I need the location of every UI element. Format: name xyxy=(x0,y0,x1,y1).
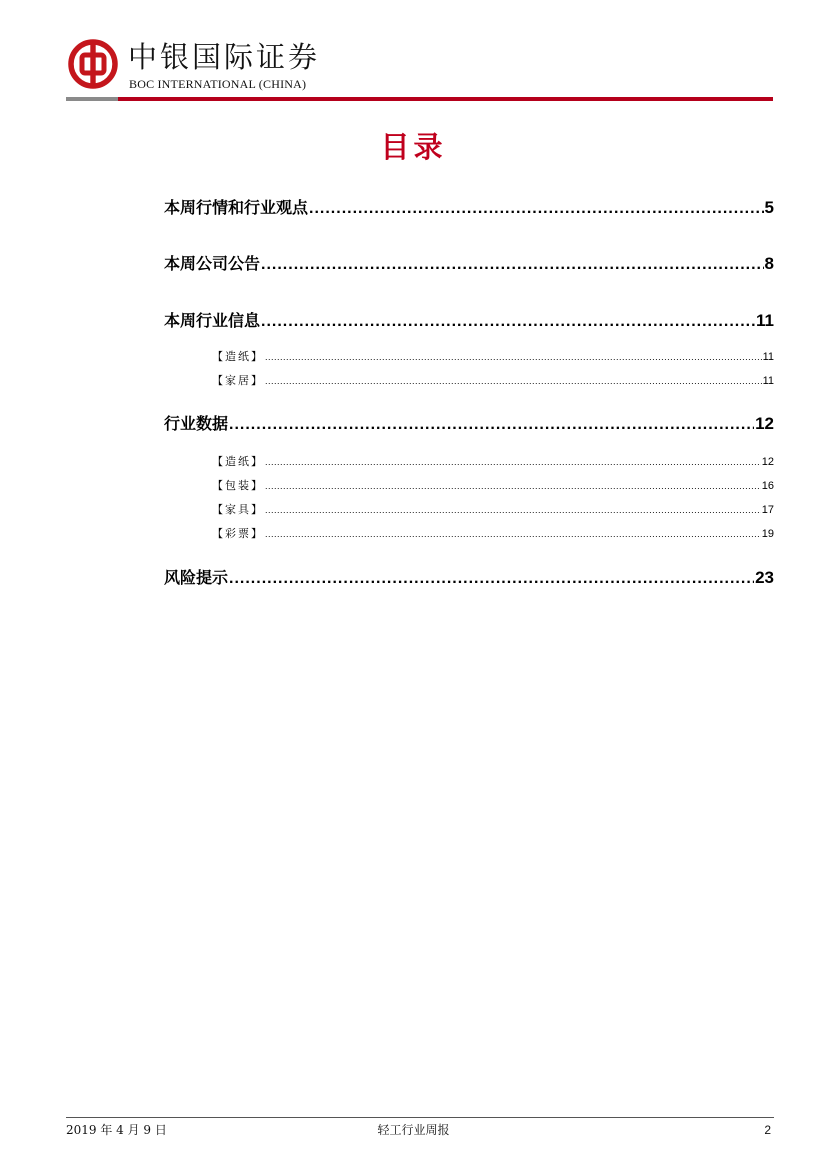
toc-entry-risk-warning[interactable] xyxy=(164,566,774,590)
toc-entry-industry-data[interactable] xyxy=(164,412,774,436)
toc-subentry-lottery[interactable] xyxy=(212,525,774,543)
toc-subentry-home[interactable] xyxy=(212,372,774,390)
footer-page-number: 2 xyxy=(764,1123,771,1137)
toc-leader-dots xyxy=(265,348,762,366)
toc-subentry-page: 11 xyxy=(762,351,774,363)
toc-leader-dots xyxy=(261,310,755,333)
toc-leader-dots xyxy=(265,501,761,519)
toc-subentry-paper[interactable] xyxy=(212,348,774,366)
toc-subentry-label: 【彩票】 xyxy=(212,527,264,540)
toc-subentry-label: 【造纸】 xyxy=(212,350,264,363)
toc-entry-label: 行业数据 xyxy=(164,414,229,433)
footer-date: 2019 年 4 月 9 日 xyxy=(66,1123,167,1137)
footer-report-name: 轻工行业周报 xyxy=(377,1123,450,1137)
toc-subentry-paper-data[interactable] xyxy=(212,453,774,471)
toc-entry-company-announcements[interactable] xyxy=(164,252,774,276)
toc-entry-page: 11 xyxy=(756,311,774,330)
toc-entry-label: 本周行情和行业观点 xyxy=(164,198,309,217)
toc-leader-dots xyxy=(309,197,764,220)
header-rule-gray xyxy=(66,97,118,101)
toc-subentry-label: 【包装】 xyxy=(212,479,264,492)
toc-entry-page: 23 xyxy=(755,568,774,587)
toc-subentry-label: 【家居】 xyxy=(212,374,264,387)
toc-entry-label: 风险提示 xyxy=(164,568,229,587)
toc-leader-dots xyxy=(265,372,762,390)
toc-entry-label: 本周行业信息 xyxy=(164,311,261,330)
toc-subentry-page: 19 xyxy=(761,528,774,540)
toc-entry-market-view[interactable] xyxy=(164,196,774,220)
brand-name-english: BOC INTERNATIONAL (CHINA) xyxy=(129,77,307,91)
toc-subentry-packaging[interactable] xyxy=(212,477,774,495)
toc-subentry-page: 11 xyxy=(762,375,774,387)
toc-leader-dots xyxy=(261,253,764,276)
toc-entry-label: 本周公司公告 xyxy=(164,254,261,273)
toc-subentry-label: 【造纸】 xyxy=(212,455,264,468)
toc-leader-dots xyxy=(265,453,761,471)
toc-entry-industry-info[interactable] xyxy=(164,309,774,333)
footer-rule xyxy=(66,1117,774,1118)
brand-name-chinese: 中银国际证券 xyxy=(128,40,321,74)
toc-subentry-page: 16 xyxy=(761,480,774,492)
toc-subentry-furniture[interactable] xyxy=(212,501,774,519)
toc-leader-dots xyxy=(265,477,761,495)
toc-subentry-label: 【家具】 xyxy=(212,503,264,516)
header-rule-red xyxy=(118,97,773,101)
toc-entry-page: 12 xyxy=(755,414,774,433)
toc-leader-dots xyxy=(265,525,761,543)
toc-leader-dots xyxy=(229,413,754,436)
toc-leader-dots xyxy=(229,567,754,590)
toc-title: 目录 xyxy=(380,130,447,164)
boc-logo-icon xyxy=(68,39,118,89)
toc-subentry-page: 17 xyxy=(761,504,774,516)
toc-entry-page: 8 xyxy=(764,254,774,273)
toc-entry-page: 5 xyxy=(764,198,774,217)
toc-subentry-page: 12 xyxy=(761,456,774,468)
